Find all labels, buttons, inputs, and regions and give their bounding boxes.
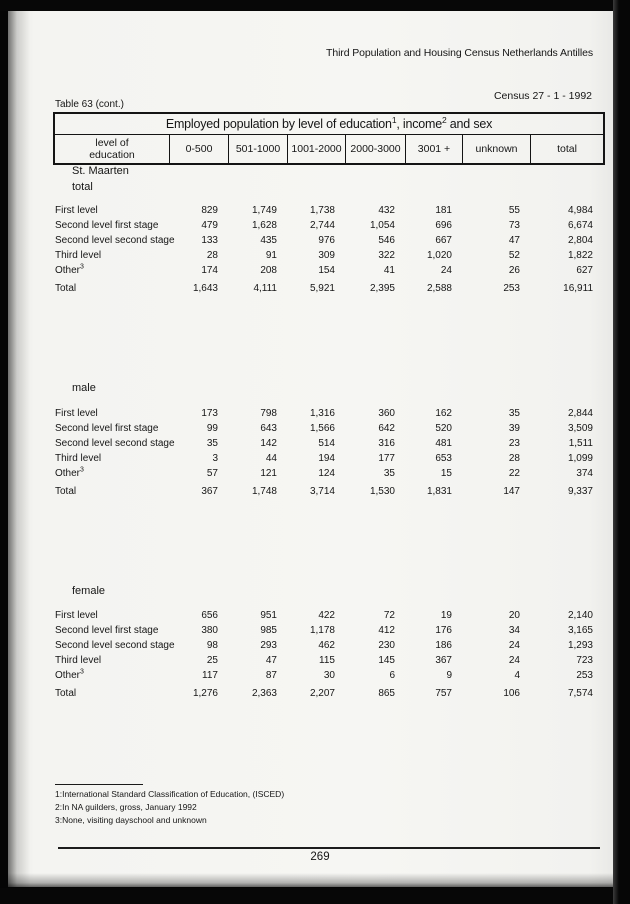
column-header-501-1000: 501-1000 [228, 135, 287, 163]
footnote-marker-3: 3 [80, 263, 84, 271]
footnote-2: 2:In NA guilders, gross, January 1992 [55, 802, 197, 812]
cell-value: 30 [323, 670, 335, 681]
census-date-label: Census 27 - 1 - 1992 [493, 90, 592, 102]
cell-value: 35 [383, 468, 395, 479]
cell-value: 976 [318, 235, 335, 246]
table-row [55, 638, 603, 653]
cell-value: 514 [318, 438, 335, 449]
row-label: Other$^3$ [55, 263, 84, 276]
cell-value: 28 [206, 250, 218, 261]
cell-value: 20 [508, 610, 520, 621]
cell-value: 52 [508, 250, 520, 261]
cell-value: 865 [378, 688, 395, 699]
cell-value: 47 [508, 235, 520, 246]
cell-value: 174 [201, 265, 218, 276]
cell-value: 656 [201, 610, 218, 621]
cell-value: 1,054 [369, 220, 395, 231]
row-label: Second level first stage [55, 423, 159, 434]
cell-value: 35 [206, 438, 218, 449]
cell-value: 133 [201, 235, 218, 246]
table-title-text: , income [396, 117, 442, 131]
cell-value: 3,165 [567, 625, 593, 636]
table-row [55, 203, 603, 218]
table-row [55, 248, 603, 263]
cell-value: 39 [508, 423, 520, 434]
row-label: Third level [55, 453, 102, 464]
cell-value: 55 [508, 205, 520, 216]
footnotes-block [55, 784, 284, 827]
cell-value: 951 [260, 610, 277, 621]
cell-value: 24 [508, 640, 520, 651]
cell-value: 432 [378, 205, 395, 216]
table-total-row [55, 686, 603, 701]
cell-value: 1,628 [251, 220, 277, 231]
section-label-total: total [72, 181, 93, 193]
section-rows [55, 406, 603, 481]
cell-value: 1,316 [309, 408, 335, 419]
cell-value: 2,844 [567, 408, 593, 419]
column-header-unknown: unknown [462, 135, 530, 163]
section-male [55, 380, 603, 499]
cell-value: 124 [318, 468, 335, 479]
cell-value: 374 [576, 468, 593, 479]
cell-value: 1,099 [567, 453, 593, 464]
row-label: Total [55, 688, 77, 699]
cell-value: 4,111 [253, 283, 277, 294]
cell-value: 3 [212, 453, 218, 464]
table-number-label: Table 63 (cont.) [55, 99, 124, 110]
running-header: Third Population and Housing Census Netherlands Antilles [326, 47, 593, 59]
cell-value: 4,984 [567, 205, 593, 216]
table-row [55, 436, 603, 451]
table-title [55, 114, 603, 135]
table-row [55, 623, 603, 638]
footnote-1: 1:International Standard Classification of Education, (ISCED) [55, 789, 285, 799]
cell-value: 230 [378, 640, 395, 651]
cell-value: 422 [318, 610, 335, 621]
cell-value: 696 [435, 220, 452, 231]
footnote-marker-2: 2 [442, 114, 447, 125]
row-label: Second level second stage [55, 235, 175, 246]
section-rows [55, 608, 603, 683]
cell-value: 1,749 [251, 205, 277, 216]
row-label: Second level second stage [55, 438, 175, 449]
cell-value: 1,822 [567, 250, 593, 261]
section-label-male: male [72, 382, 96, 394]
cell-value: 829 [201, 205, 218, 216]
cell-value: 23 [508, 438, 520, 449]
row-label: Second level first stage [55, 625, 159, 636]
section-label-female: female [72, 585, 106, 597]
cell-value: 546 [378, 235, 395, 246]
cell-value: 5,921 [309, 283, 335, 294]
cell-value: 322 [378, 250, 395, 261]
cell-value: 2,744 [309, 220, 335, 231]
cell-value: 145 [378, 655, 395, 666]
cell-value: 253 [503, 283, 520, 294]
cell-value: 91 [265, 250, 277, 261]
row-label: Second level second stage [55, 640, 175, 651]
column-header-level-of-education: level of education [89, 137, 135, 161]
cell-value: 9,337 [567, 486, 593, 497]
table-title-text: Employed population by level of education [165, 117, 392, 131]
cell-value: 293 [260, 640, 277, 651]
cell-value: 2,395 [369, 283, 395, 294]
cell-value: 73 [508, 220, 520, 231]
section-total-slot [55, 686, 603, 701]
row-label: Total [55, 486, 77, 497]
cell-value: 15 [440, 468, 452, 479]
section-total-slot [55, 484, 603, 499]
cell-value: 22 [508, 468, 520, 479]
table-row [55, 233, 603, 248]
cell-value: 360 [378, 408, 395, 419]
cell-value: 2,140 [567, 610, 593, 621]
footnote-3: 3:None, visiting dayschool and unknown [55, 815, 207, 825]
cell-value: 9 [446, 670, 452, 681]
cell-value: 7,574 [567, 688, 593, 699]
cell-value: 24 [440, 265, 452, 276]
cell-value: 1,643 [192, 283, 218, 294]
column-header-2000-3000: 2000-3000 [345, 135, 405, 163]
cell-value: 3,714 [309, 486, 335, 497]
cell-value: 481 [435, 438, 452, 449]
section-rows [55, 203, 603, 278]
cell-value: 6,674 [567, 220, 593, 231]
cell-value: 98 [206, 640, 218, 651]
cell-value: 643 [260, 423, 277, 434]
cell-value: 723 [576, 655, 593, 666]
cell-value: 24 [508, 655, 520, 666]
cell-value: 1,293 [567, 640, 593, 651]
cell-value: 106 [503, 688, 520, 699]
cell-value: 316 [378, 438, 395, 449]
footnote-marker-3: 3 [80, 668, 84, 676]
cell-value: 627 [576, 265, 593, 276]
cell-value: 1,276 [192, 688, 218, 699]
row-label: First level [55, 408, 98, 419]
cell-value: 194 [318, 453, 335, 464]
table-row [55, 421, 603, 436]
cell-value: 1,178 [309, 625, 335, 636]
cell-value: 26 [508, 265, 520, 276]
table-total-row [55, 484, 603, 499]
section-female [55, 583, 603, 701]
row-label: Second level first stage [55, 220, 159, 231]
cell-value: 435 [260, 235, 277, 246]
cell-value: 1,748 [251, 486, 277, 497]
cell-value: 142 [260, 438, 277, 449]
table-row [55, 466, 603, 481]
cell-value: 4 [514, 670, 520, 681]
cell-value: 3,509 [567, 423, 593, 434]
cell-value: 176 [435, 625, 452, 636]
cell-value: 1,511 [568, 438, 593, 449]
cell-value: 117 [202, 670, 218, 681]
cell-value: 181 [435, 205, 452, 216]
row-label: First level [55, 610, 98, 621]
cell-value: 479 [201, 220, 218, 231]
column-header-row [55, 135, 603, 163]
cell-value: 72 [383, 610, 395, 621]
cell-value: 25 [206, 655, 218, 666]
table-title-text: and sex [446, 117, 493, 131]
row-label: First level [55, 205, 98, 216]
cell-value: 798 [260, 408, 277, 419]
cell-value: 367 [435, 655, 452, 666]
cell-value: 1,738 [309, 205, 335, 216]
cell-value: 57 [206, 468, 218, 479]
cell-value: 412 [378, 625, 395, 636]
cell-value: 520 [435, 423, 452, 434]
cell-value: 309 [318, 250, 335, 261]
cell-value: 47 [265, 655, 277, 666]
cell-value: 253 [576, 670, 593, 681]
footnote-marker-3: 3 [80, 466, 84, 474]
table-total-row [55, 281, 603, 296]
cell-value: 177 [378, 453, 395, 464]
cell-value: 19 [440, 610, 452, 621]
cell-value: 147 [503, 486, 520, 497]
section-total-slot [55, 281, 603, 296]
cell-value: 380 [201, 625, 218, 636]
cell-value: 208 [260, 265, 277, 276]
cell-value: 28 [508, 453, 520, 464]
cell-value: 34 [508, 625, 520, 636]
cell-value: 1,831 [426, 486, 452, 497]
row-label: Third level [55, 655, 102, 666]
region-label: St. Maarten [72, 165, 129, 177]
row-label: Third level [55, 250, 102, 261]
column-header-total: total [530, 135, 603, 163]
cell-value: 186 [435, 640, 452, 651]
cell-value: 44 [265, 453, 277, 464]
cell-value: 2,588 [426, 283, 452, 294]
cell-value: 99 [206, 423, 218, 434]
table-header-box [53, 112, 605, 165]
row-label: Other$^3$ [55, 466, 84, 479]
cell-value: 2,207 [309, 688, 335, 699]
table-row [55, 263, 603, 278]
cell-value: 1,566 [309, 423, 335, 434]
row-label: Total [55, 283, 77, 294]
cell-value: 2,804 [567, 235, 593, 246]
cell-value: 367 [201, 486, 218, 497]
cell-value: 667 [435, 235, 452, 246]
cell-value: 115 [319, 655, 335, 666]
footnote-divider [55, 784, 143, 785]
cell-value: 1,020 [426, 250, 452, 261]
cell-value: 462 [318, 640, 335, 651]
column-header-1001-2000: 1001-2000 [287, 135, 345, 163]
cell-value: 154 [318, 265, 335, 276]
cell-value: 6 [389, 670, 395, 681]
footnote-marker-1: 1 [391, 114, 397, 125]
cell-value: 41 [383, 265, 395, 276]
cell-value: 162 [435, 408, 452, 419]
cell-value: 173 [201, 408, 218, 419]
column-header-0-500: 0-500 [169, 135, 228, 163]
cell-value: 35 [508, 408, 520, 419]
cell-value: 16,911 [563, 283, 593, 294]
cell-value: 121 [260, 468, 277, 479]
table-row [55, 406, 603, 421]
column-header-3001-plus: 3001 + [405, 135, 462, 163]
table-row [55, 653, 603, 668]
row-label: Other$^3$ [55, 668, 84, 681]
cell-value: 985 [260, 625, 277, 636]
table-row [55, 451, 603, 466]
cell-value: 642 [378, 423, 395, 434]
table-row [55, 218, 603, 233]
cell-value: 87 [265, 670, 277, 681]
table-row [55, 608, 603, 623]
table-row [55, 668, 603, 683]
footer-divider [58, 847, 600, 849]
page-number: 269 [310, 851, 330, 863]
cell-value: 1,530 [369, 486, 395, 497]
cell-value: 2,363 [251, 688, 277, 699]
cell-value: 653 [435, 453, 452, 464]
cell-value: 757 [435, 688, 452, 699]
section-st-maarten-total [55, 163, 603, 296]
